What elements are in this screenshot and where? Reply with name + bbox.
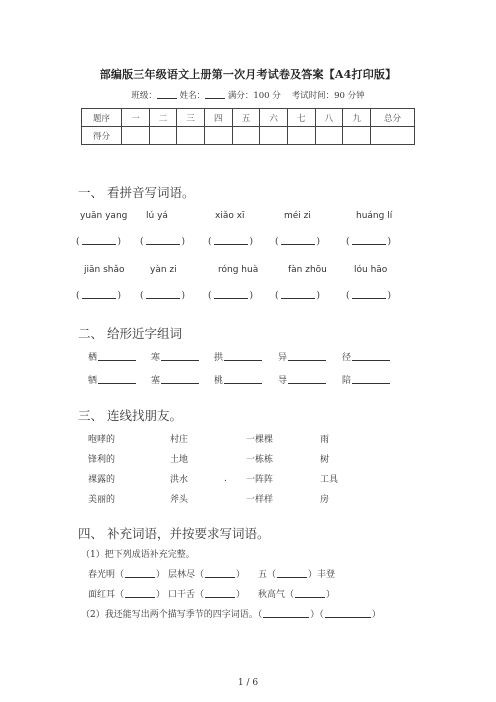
score-cell[interactable]: [149, 127, 177, 145]
score-row-label: 得分: [82, 127, 122, 145]
match-word[interactable]: 一栋栋: [246, 455, 274, 465]
score-header-cell: 四: [204, 109, 232, 127]
pinyin: xiǎo xī: [215, 211, 245, 221]
section-4-heading: 四、 补充词语，并按要求写词语。: [78, 526, 270, 541]
score-cell[interactable]: [232, 127, 260, 145]
word-group-item[interactable]: 寒: [151, 350, 199, 363]
idiom-fill[interactable]: 五（ ）丰登: [258, 570, 336, 580]
class-blank[interactable]: [157, 90, 177, 99]
match-word[interactable]: 雨: [320, 435, 330, 445]
full-score: 满分：100 分: [227, 91, 281, 101]
word-group-item[interactable]: 异: [278, 350, 326, 363]
word-group-item[interactable]: 牺: [88, 373, 136, 386]
word-group-item[interactable]: 桃: [214, 373, 262, 386]
idiom-fill[interactable]: 口干舌（ ）: [168, 590, 246, 600]
score-cell[interactable]: [260, 127, 288, 145]
pinyin: yuān yang: [80, 211, 128, 221]
score-header-cell: 题序: [82, 109, 122, 127]
pinyin: lú yá: [146, 211, 168, 221]
score-table: [81, 108, 415, 145]
score-header-cell: 六: [260, 109, 288, 127]
score-header-cell: 三: [177, 109, 205, 127]
match-word[interactable]: 工具: [320, 475, 339, 485]
answer-box[interactable]: ( ): [346, 237, 392, 247]
score-cell[interactable]: [315, 127, 343, 145]
idiom-fill[interactable]: 面红耳（ ）: [88, 590, 166, 600]
match-word[interactable]: 土地: [170, 455, 189, 465]
score-header-cell: 二: [149, 109, 177, 127]
page-number: 1 / 6: [237, 678, 259, 688]
match-word[interactable]: 咆哮的: [88, 435, 116, 445]
match-word[interactable]: 一棵棵: [246, 435, 274, 445]
pinyin: róng huà: [218, 265, 259, 275]
name-label: 姓名：: [179, 91, 206, 101]
question-1-label: （1）把下列成语补充完整。: [81, 550, 195, 560]
match-word[interactable]: 美丽的: [88, 495, 116, 505]
score-cell[interactable]: [371, 127, 415, 145]
answer-box[interactable]: ( ): [275, 237, 321, 247]
match-word[interactable]: 斧头: [170, 495, 189, 505]
match-word[interactable]: 洪水: [170, 475, 189, 485]
idiom-fill[interactable]: 秋高气（ ）: [258, 590, 336, 600]
score-table-header-row: [82, 109, 415, 127]
answer-box[interactable]: ( ): [140, 291, 186, 301]
score-cell[interactable]: [122, 127, 150, 145]
idiom-fill[interactable]: 层林尽（ ）: [168, 570, 246, 580]
section-2-heading: 二、 给形近字组词: [78, 326, 182, 341]
score-cell[interactable]: [204, 127, 232, 145]
score-cell[interactable]: [343, 127, 371, 145]
score-header-cell: 一: [122, 109, 150, 127]
score-header-cell: 总分: [371, 109, 415, 127]
score-header-cell: 九: [343, 109, 371, 127]
score-table-score-row: [82, 127, 415, 145]
score-header-cell: 五: [232, 109, 260, 127]
answer-box[interactable]: ( ): [140, 237, 186, 247]
word-group-item[interactable]: 塞: [151, 373, 199, 386]
answer-box[interactable]: ( ): [275, 291, 321, 301]
word-group-item[interactable]: 导: [278, 373, 326, 386]
word-group-item[interactable]: 栖: [88, 350, 136, 363]
season-words-fill[interactable]: （2）我还能写出两个描写季节的四字词语。（ ）（ ）: [81, 610, 381, 620]
word-group-item[interactable]: 径: [342, 350, 390, 363]
match-word[interactable]: 房: [320, 495, 330, 505]
word-group-item[interactable]: 拱: [214, 350, 262, 363]
answer-box[interactable]: ( ): [76, 291, 122, 301]
match-word[interactable]: 裸露的: [88, 475, 116, 485]
exam-time: 考试时间：90 分钟: [291, 91, 365, 101]
answer-box[interactable]: ( ): [208, 291, 254, 301]
pinyin: méi zi: [284, 211, 311, 221]
match-word[interactable]: 锋利的: [88, 455, 116, 465]
answer-box[interactable]: ( ): [208, 237, 254, 247]
match-word[interactable]: 村庄: [170, 435, 189, 445]
score-header-cell: 八: [315, 109, 343, 127]
name-blank[interactable]: [205, 90, 225, 99]
pinyin: fàn zhōu: [288, 265, 327, 275]
page-title: 部编版三年级语文上册第一次月考试卷及答案【A4打印版】: [99, 68, 397, 81]
score-cell[interactable]: [177, 127, 205, 145]
answer-box[interactable]: ( ): [346, 291, 392, 301]
pinyin: huáng lí: [356, 211, 393, 221]
stray-dot: .: [224, 474, 227, 484]
section-3-heading: 三、 连线找朋友。: [78, 408, 182, 423]
pinyin: yàn zi: [150, 265, 177, 275]
idiom-fill[interactable]: 春光明（ ）: [88, 570, 166, 580]
match-word[interactable]: 一样样: [246, 495, 274, 505]
exam-info-line: [0, 89, 496, 101]
section-1-heading: 一、 看拼音写词语。: [78, 185, 195, 200]
match-word[interactable]: 一阵阵: [246, 475, 274, 485]
score-header-cell: 七: [287, 109, 315, 127]
pinyin: lóu hāo: [354, 265, 388, 275]
pinyin: jiān shǎo: [84, 265, 125, 275]
word-group-item[interactable]: 陪: [342, 373, 390, 386]
match-word[interactable]: 树: [320, 455, 330, 465]
answer-box[interactable]: ( ): [76, 237, 122, 247]
score-cell[interactable]: [287, 127, 315, 145]
class-label: 班级：: [131, 91, 157, 101]
